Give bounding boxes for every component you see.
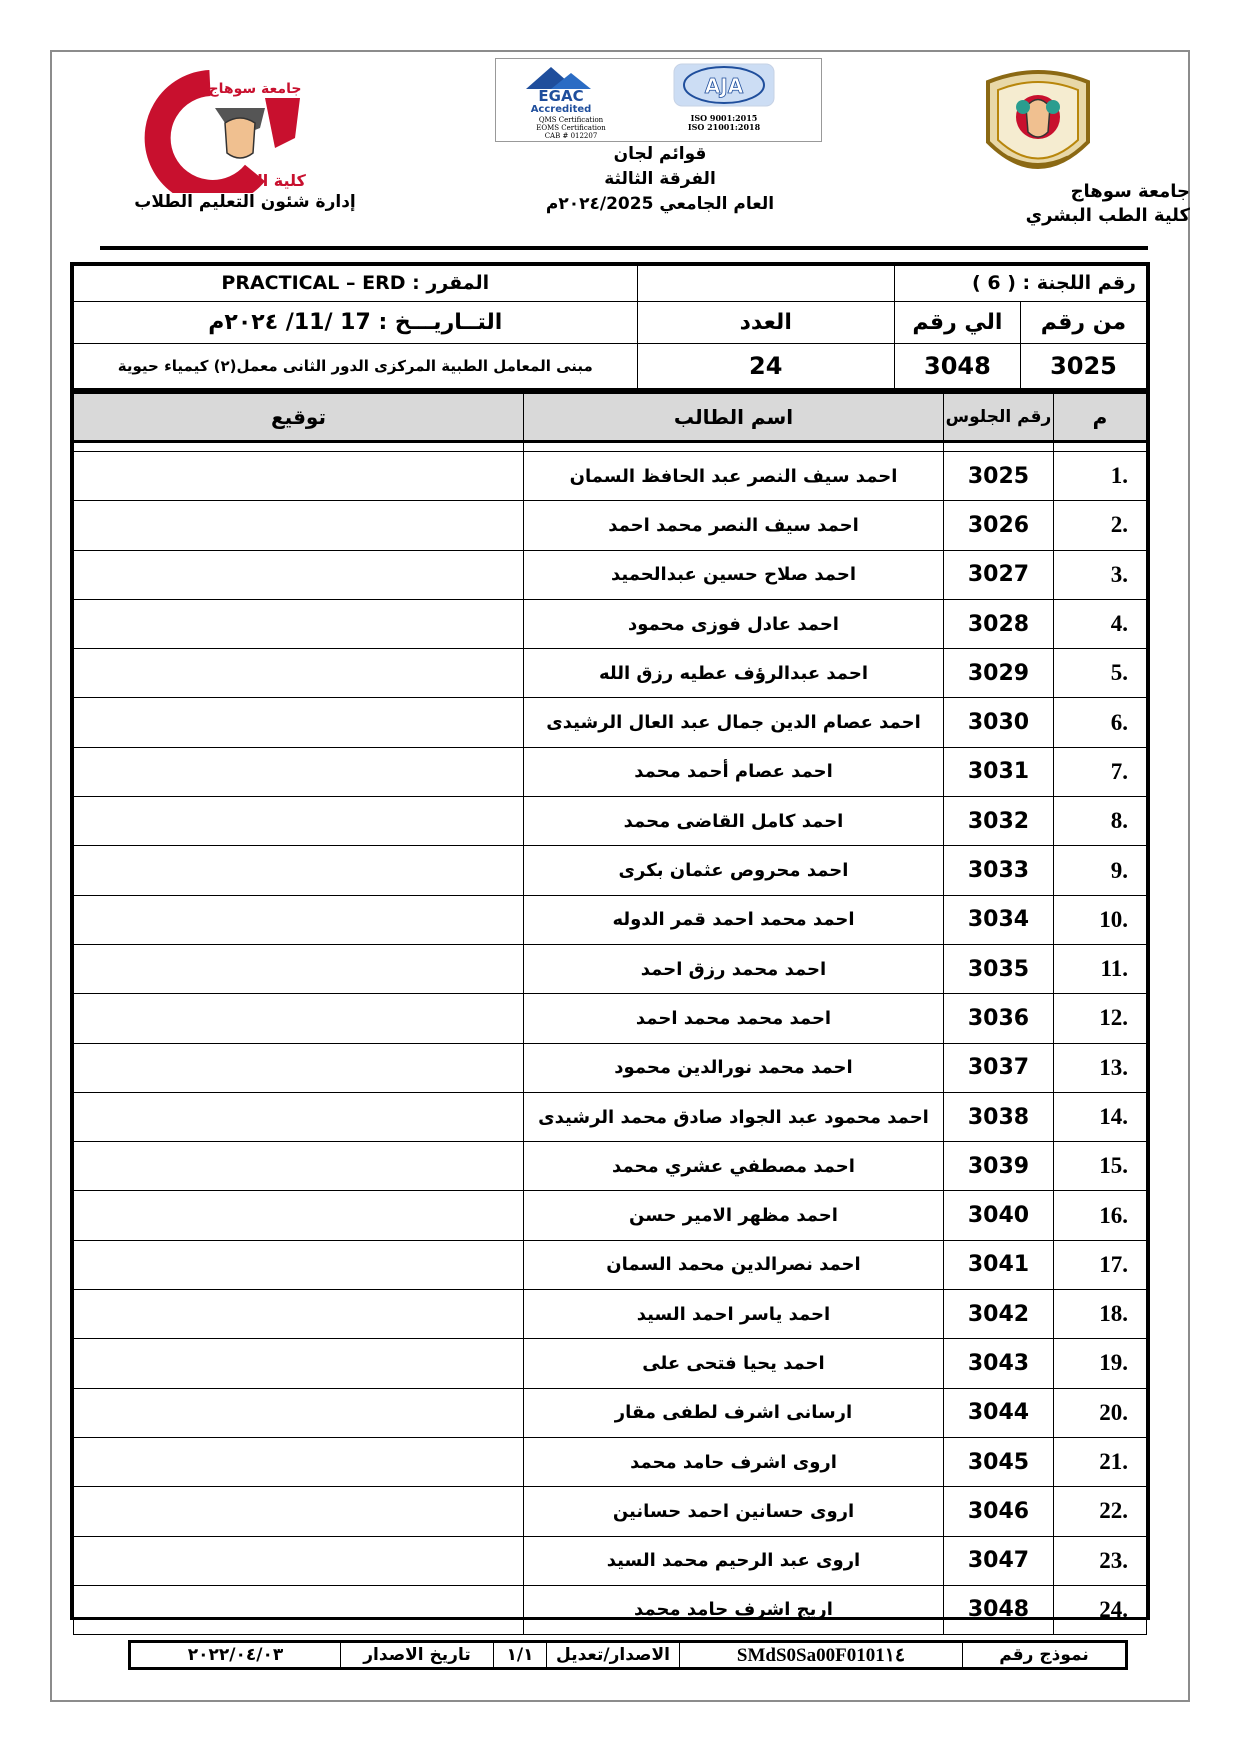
egac-label: EGAC <box>538 87 584 105</box>
row-index: 1. <box>1054 452 1147 501</box>
student-name: احمد ياسر احمد السيد <box>524 1290 944 1339</box>
signature-cell <box>74 1240 524 1289</box>
signature-cell <box>74 1536 524 1585</box>
row-index: 23. <box>1054 1536 1147 1585</box>
table-row <box>74 698 1147 747</box>
count-label: العدد <box>637 301 894 343</box>
seat-number: 3042 <box>944 1290 1054 1339</box>
svg-text:EOMS Certification: EOMS Certification <box>536 124 606 132</box>
seat-number: 3035 <box>944 944 1054 993</box>
row-index: 12. <box>1054 994 1147 1043</box>
table-row <box>74 599 1147 648</box>
seat-number: 3027 <box>944 550 1054 599</box>
signature-cell <box>74 797 524 846</box>
svg-text:كلية الطب: كلية الطب <box>224 171 306 190</box>
to-label: الي رقم <box>894 301 1020 343</box>
seat-number: 3039 <box>944 1142 1054 1191</box>
table-row <box>74 1437 1147 1486</box>
seat-number: 3034 <box>944 895 1054 944</box>
signature-cell <box>74 1487 524 1536</box>
header-divider <box>100 246 1148 250</box>
student-name: احمد نصرالدين محمد السمان <box>524 1240 944 1289</box>
egac-sub: Accredited <box>530 104 592 115</box>
signature-cell <box>74 944 524 993</box>
header-index: م <box>1054 394 1147 442</box>
student-name: احمد كامل القاضى محمد <box>524 797 944 846</box>
table-row <box>74 1487 1147 1536</box>
table-row <box>74 452 1147 501</box>
student-name: احمد عصام الدين جمال عبد العال الرشيدى <box>524 698 944 747</box>
seat-number: 3037 <box>944 1043 1054 1092</box>
signature-cell <box>74 550 524 599</box>
seat-number: 3028 <box>944 599 1054 648</box>
header-title <box>520 142 800 217</box>
signature-cell <box>74 1585 524 1634</box>
issue-date-label: تاريخ الاصدار <box>341 1643 494 1668</box>
signature-cell <box>74 1092 524 1141</box>
student-name: احمد سيف النصر عبد الحافظ السمان <box>524 452 944 501</box>
title-academic-year: العام الجامعي ٢٠٢٤/2025م <box>545 194 775 214</box>
signature-cell <box>74 1437 524 1486</box>
aja-label: AJA <box>704 74 744 98</box>
signature-cell <box>74 452 524 501</box>
seat-number: 3045 <box>944 1437 1054 1486</box>
table-row <box>74 550 1147 599</box>
svg-text:جامعة سوهاج: جامعة سوهاج <box>208 81 302 97</box>
exam-location: مبنى المعامل الطبية المركزى الدور الثانى معمل(٢) كيمياء حيوية <box>74 344 638 389</box>
signature-cell <box>74 1339 524 1388</box>
signature-cell <box>74 1043 524 1092</box>
signature-cell <box>74 649 524 698</box>
title-year-level: الفرقة الثالثة <box>604 169 716 189</box>
signature-cell <box>74 1142 524 1191</box>
edition-label: الاصدار/تعديل <box>547 1643 680 1668</box>
student-name: ارسانى اشرف لطفى مقار <box>524 1388 944 1437</box>
student-name: احمد عبدالرؤف عطيه رزق الله <box>524 649 944 698</box>
row-index: 8. <box>1054 797 1147 846</box>
certification-logos <box>496 59 821 141</box>
seat-number: 3025 <box>944 452 1054 501</box>
seat-number: 3026 <box>944 501 1054 550</box>
table-row <box>74 501 1147 550</box>
committee-number: رقم اللجنة : ( 6 ) <box>894 266 1146 302</box>
seat-number: 3031 <box>944 747 1054 796</box>
signature-cell <box>74 747 524 796</box>
from-label: من رقم <box>1020 301 1146 343</box>
table-row <box>74 797 1147 846</box>
table-row <box>74 1388 1147 1437</box>
row-index: 14. <box>1054 1092 1147 1141</box>
student-name: احمد عادل فوزى محمود <box>524 599 944 648</box>
student-name: احمد محمد نورالدين محمود <box>524 1043 944 1092</box>
faculty-logo <box>115 68 315 193</box>
svg-text:ISO 21001:2018: ISO 21001:2018 <box>687 122 761 132</box>
table-row <box>74 1043 1147 1092</box>
seat-number: 3048 <box>944 1585 1054 1634</box>
form-code: SMdS0Sa00F0101١٤ <box>680 1643 963 1668</box>
seat-number: 3036 <box>944 994 1054 1043</box>
student-name: احمد عصام أحمد محمد <box>524 747 944 796</box>
table-row <box>74 1339 1147 1388</box>
svg-text:QMS Certification: QMS Certification <box>538 116 604 124</box>
form-number-label: نموذج رقم <box>963 1643 1126 1668</box>
students-table <box>70 390 1150 1623</box>
edition-value: ١/١ <box>494 1643 547 1668</box>
row-index: 18. <box>1054 1290 1147 1339</box>
row-index: 10. <box>1054 895 1147 944</box>
table-row <box>74 1092 1147 1141</box>
seat-number: 3043 <box>944 1339 1054 1388</box>
row-index: 17. <box>1054 1240 1147 1289</box>
signature-cell <box>74 599 524 648</box>
student-name: احمد محروص عثمان بكرى <box>524 846 944 895</box>
student-name: احمد محمد رزق احمد <box>524 944 944 993</box>
form-footer <box>128 1640 1128 1670</box>
university-seal-logo <box>978 62 1098 192</box>
seat-number: 3038 <box>944 1092 1054 1141</box>
seat-number: 3032 <box>944 797 1054 846</box>
signature-cell <box>74 895 524 944</box>
svg-text:CAB # 012207: CAB # 012207 <box>544 132 598 140</box>
row-index: 24. <box>1054 1585 1147 1634</box>
title-lists: قوائم لجان <box>613 144 707 164</box>
row-index: 6. <box>1054 698 1147 747</box>
student-name: اروى اشرف حامد محمد <box>524 1437 944 1486</box>
student-name: احمد سيف النصر محمد احمد <box>524 501 944 550</box>
department-name: إدارة شئون التعليم الطلاب <box>134 192 356 212</box>
row-index: 4. <box>1054 599 1147 648</box>
student-name: احمد يحيا فتحى على <box>524 1339 944 1388</box>
seat-number: 3046 <box>944 1487 1054 1536</box>
row-index: 16. <box>1054 1191 1147 1240</box>
table-row <box>74 1191 1147 1240</box>
seat-number: 3029 <box>944 649 1054 698</box>
row-index: 5. <box>1054 649 1147 698</box>
seat-number: 3047 <box>944 1536 1054 1585</box>
student-name: احمد محمود عبد الجواد صادق محمد الرشيدى <box>524 1092 944 1141</box>
signature-cell <box>74 1388 524 1437</box>
issue-date: ٢٠٢٢/٠٤/٠٣ <box>131 1643 341 1668</box>
signature-cell <box>74 501 524 550</box>
table-row <box>74 1290 1147 1339</box>
signature-cell <box>74 846 524 895</box>
table-row <box>74 649 1147 698</box>
exam-date: التــاريـــخ : 17 /11/ ٢٠٢٤م <box>74 301 638 343</box>
table-row <box>74 994 1147 1043</box>
student-name: احمد محمد احمد قمر الدوله <box>524 895 944 944</box>
university-name-block <box>990 180 1190 228</box>
seat-number: 3044 <box>944 1388 1054 1437</box>
course-name: المقرر : PRACTICAL – ERD <box>74 266 638 302</box>
signature-cell <box>74 698 524 747</box>
row-index: 7. <box>1054 747 1147 796</box>
document-header <box>50 50 1190 250</box>
seat-number: 3030 <box>944 698 1054 747</box>
header-student-name: اسم الطالب <box>524 394 944 442</box>
student-name: اروى عبد الرحيم محمد السيد <box>524 1536 944 1585</box>
row-index: 3. <box>1054 550 1147 599</box>
row-index: 9. <box>1054 846 1147 895</box>
university-name: جامعة سوهاج <box>1070 181 1190 202</box>
student-name: اروى حسانين احمد حسانين <box>524 1487 944 1536</box>
seat-number: 3041 <box>944 1240 1054 1289</box>
student-name: احمد مظهر الامير حسن <box>524 1191 944 1240</box>
student-name: اريج اشرف حامد محمد <box>524 1585 944 1634</box>
row-index: 22. <box>1054 1487 1147 1536</box>
from-value: 3025 <box>1020 344 1146 389</box>
table-row <box>74 944 1147 993</box>
table-row <box>74 747 1147 796</box>
certification-badges <box>495 58 822 142</box>
row-index: 19. <box>1054 1339 1147 1388</box>
signature-cell <box>74 994 524 1043</box>
student-name: احمد صلاح حسين عبدالحميد <box>524 550 944 599</box>
committee-info-table <box>70 262 1150 392</box>
table-row <box>74 1585 1147 1634</box>
student-name: احمد محمد محمد احمد <box>524 994 944 1043</box>
row-index: 15. <box>1054 1142 1147 1191</box>
row-index: 13. <box>1054 1043 1147 1092</box>
table-row <box>74 1240 1147 1289</box>
header-seat-number: رقم الجلوس <box>944 394 1054 442</box>
table-row <box>74 1536 1147 1585</box>
faculty-name: كلية الطب البشري <box>1025 205 1190 226</box>
header-signature: توقيع <box>74 394 524 442</box>
row-index: 11. <box>1054 944 1147 993</box>
seat-number: 3033 <box>944 846 1054 895</box>
signature-cell <box>74 1290 524 1339</box>
table-row <box>74 895 1147 944</box>
svg-text:ISO 9001:2015: ISO 9001:2015 <box>690 113 758 123</box>
row-index: 2. <box>1054 501 1147 550</box>
row-index: 21. <box>1054 1437 1147 1486</box>
count-value: 24 <box>637 344 894 389</box>
signature-cell <box>74 1191 524 1240</box>
table-row <box>74 1142 1147 1191</box>
row-index: 20. <box>1054 1388 1147 1437</box>
seat-number: 3040 <box>944 1191 1054 1240</box>
student-name: احمد مصطفي عشري محمد <box>524 1142 944 1191</box>
to-value: 3048 <box>894 344 1020 389</box>
table-row <box>74 846 1147 895</box>
